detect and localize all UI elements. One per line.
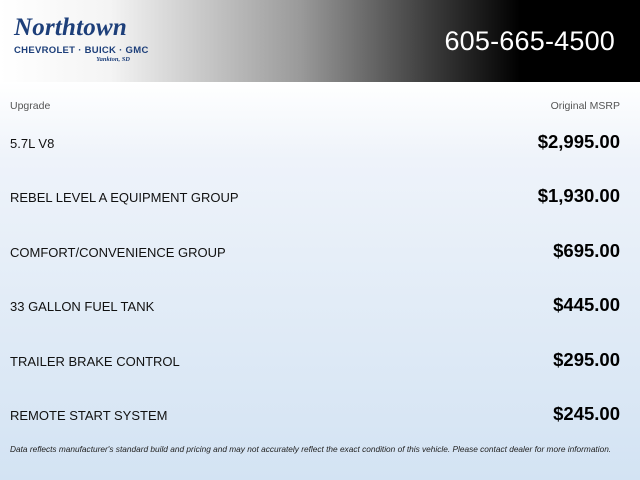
column-header-upgrade: Upgrade [10,100,51,112]
upgrade-name: 33 GALLON FUEL TANK [10,299,155,315]
upgrade-price: $245.00 [553,402,620,424]
column-header-msrp: Original MSRP [550,100,620,112]
upgrade-row [0,124,640,178]
logo-brands: CHEVROLET · BUICK · GMC [14,45,149,56]
upgrade-row [0,178,640,232]
upgrade-name: REMOTE START SYSTEM [10,407,168,423]
logo-name: Northtown [14,14,127,41]
upgrade-name: COMFORT/CONVENIENCE GROUP [10,244,226,260]
upgrade-row [0,233,640,287]
upgrade-price: $2,995.00 [537,131,620,152]
upgrade-name: REBEL LEVEL A EQUIPMENT GROUP [10,190,239,206]
upgrade-price: $695.00 [553,239,620,261]
upgrade-price: $445.00 [553,294,620,316]
upgrade-row [0,342,640,396]
upgrade-price: $295.00 [553,348,620,370]
upgrade-price: $1,930.00 [537,185,620,207]
upgrade-name: 5.7L V8 [10,136,55,151]
header-banner [0,0,640,82]
upgrade-row [0,396,640,450]
logo-city: Yankton, SD [96,56,130,63]
dealer-phone: 605-665-4500 [444,26,615,56]
upgrade-row [0,287,640,341]
disclaimer-text: Data reflects manufacturer's standard build and pricing and may not accurately reflect the exact condition of this vehicle. Please contact dealer for more information. [10,444,612,454]
upgrade-name: TRAILER BRAKE CONTROL [10,353,180,369]
dealer-logo [12,14,149,66]
upgrade-list [0,124,640,450]
